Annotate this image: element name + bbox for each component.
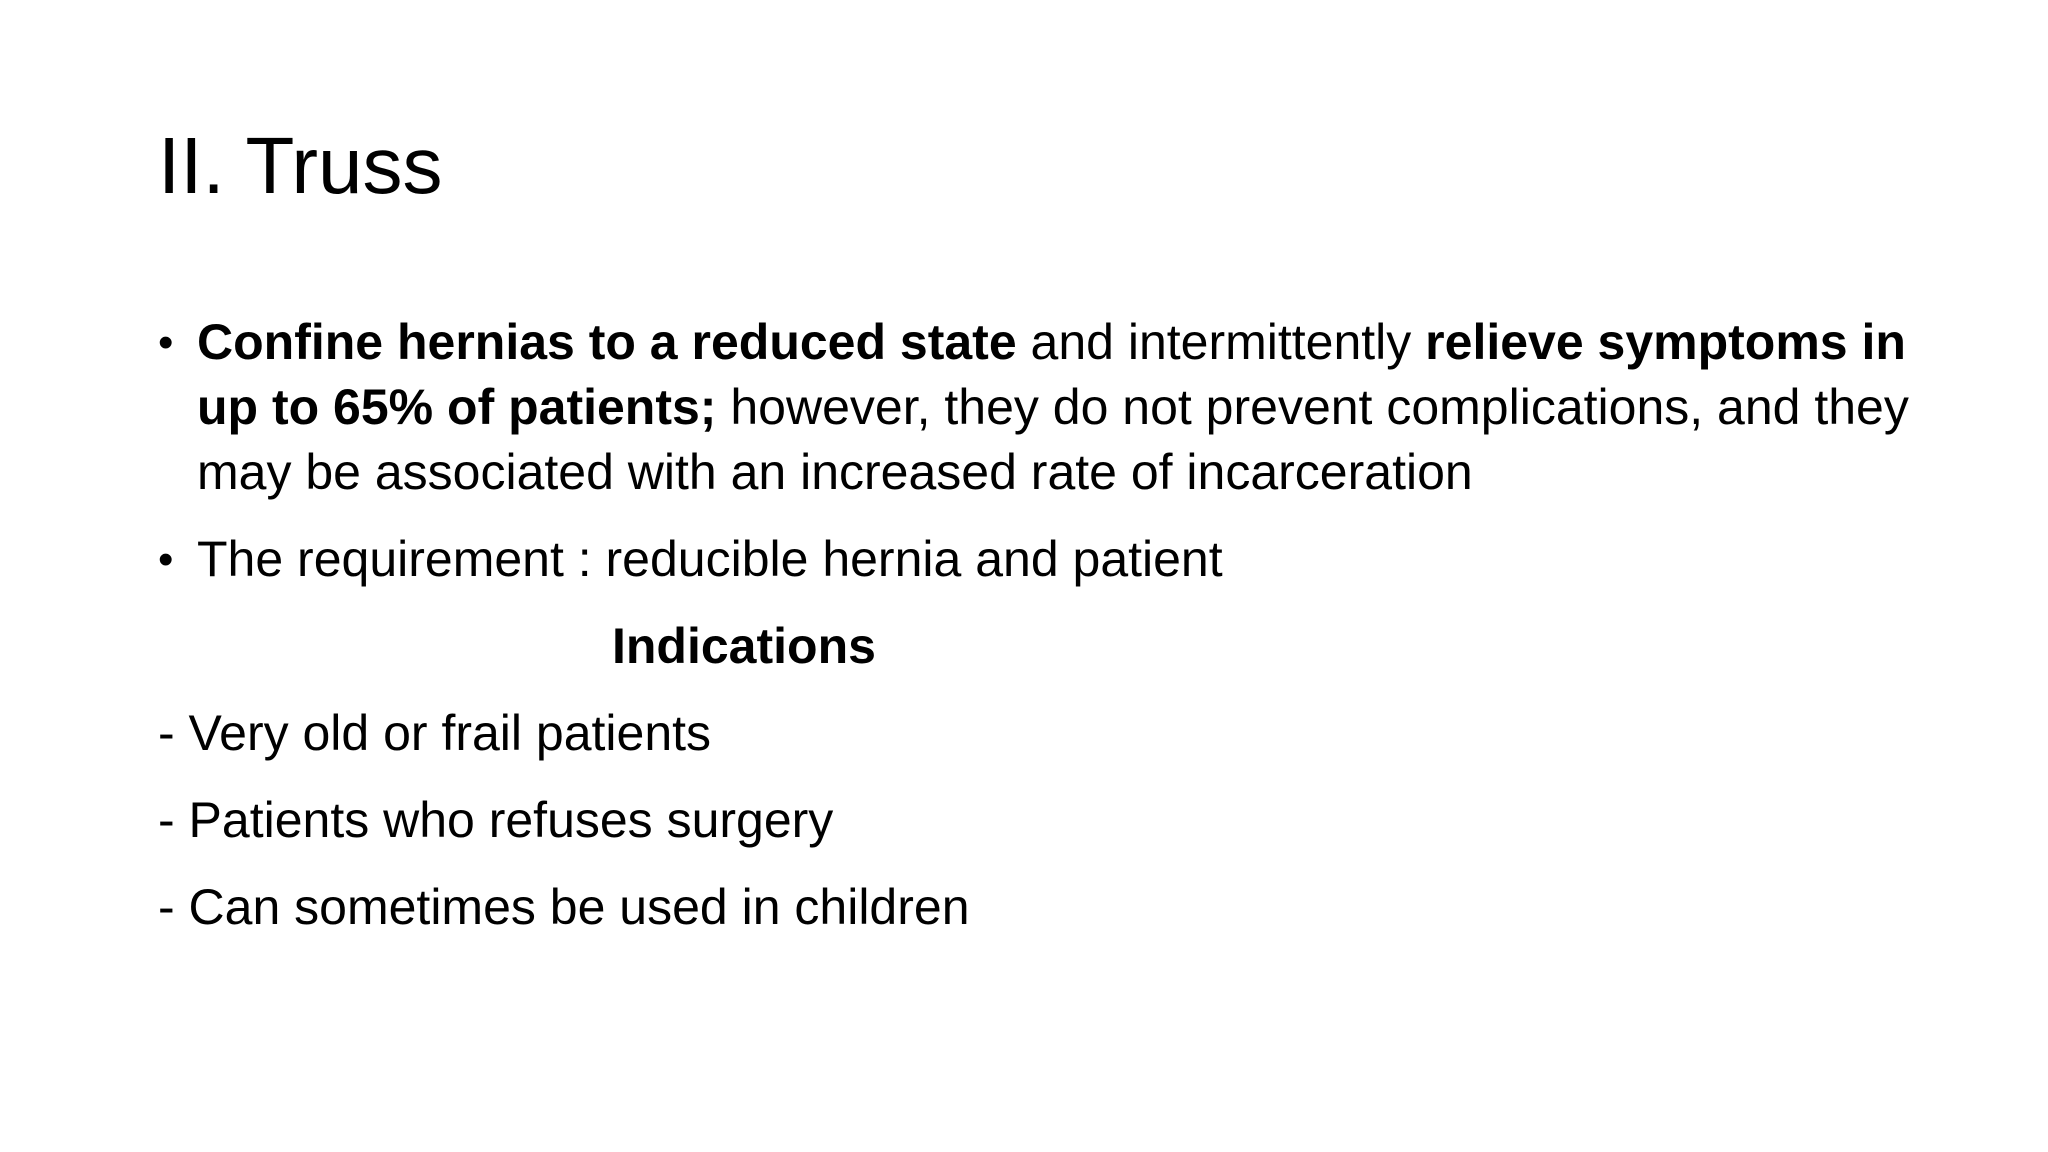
- text-segment: and intermittently: [1016, 314, 1426, 370]
- indications-heading: Indications: [612, 618, 876, 674]
- text-segment: however, they do not prevent complications, and they may be associated with an increased rate of incarceration: [197, 379, 1909, 500]
- bullet-text: [197, 314, 1909, 500]
- bullet-text: The requirement : reducible hernia and patient: [197, 531, 1223, 587]
- bold-phrase-confine: Confine hernias to a reduced state: [197, 314, 1017, 370]
- bullet-item-confine-hernias: [158, 310, 1918, 505]
- bold-phrase-relieve: relieve symptoms in up to 65% of patients;: [197, 314, 1906, 435]
- slide-title: II. Truss: [158, 121, 443, 210]
- indication-item: - Patients who refuses surgery: [158, 792, 834, 848]
- bullet-dot-icon: •: [158, 318, 174, 367]
- indication-item: - Can sometimes be used in children: [158, 879, 970, 935]
- indication-item: - Very old or frail patients: [158, 705, 712, 761]
- bullet-dot-icon: •: [158, 535, 174, 584]
- bullet-item-requirement: [158, 527, 1918, 592]
- slide-body: [158, 310, 1918, 962]
